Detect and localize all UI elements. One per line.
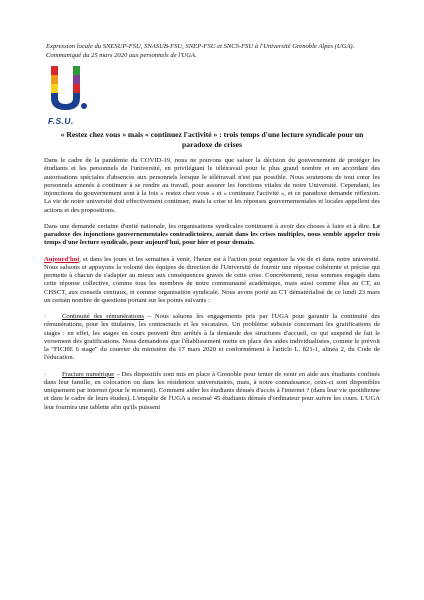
bullet-fracture-text: – Des dispositifs sont mis en place à Grenoble pour tenter de venir en aide aux étudiants confinés dans leur famille, en colocation ou dans les résidences universitaires, mais, à notre connaissance, ceux-ci sont disponibles uniquement par internet (pour le moment). Comment aider les étudiants dénués d'accès à l'internet ? (dans leur vie quotidienne et dans le cadre de leurs études). L'enquête de l'UGA a recensé 45 étudiants dénués d'ordinateur pour suivre les cours. L'UGA leur fournira une tablette afin qu'ils puissent bbox=[44, 370, 380, 411]
bullet-remunerations-label: Continuité des rémunérations bbox=[62, 313, 144, 320]
header-statement: Expression locale du SNESUP-FSU, SNASUB-FSU, SNEP-FSU et SNCS-FSU à l'Université Grenoble Alpes (UGA). Communiqué du 25 mars 2020 aux personnels de l'UGA. bbox=[46, 43, 355, 59]
fsu-logo bbox=[47, 64, 89, 116]
bullet-marker: · bbox=[44, 370, 47, 378]
bullet-fracture-numerique bbox=[44, 371, 380, 412]
paragraph-3-lead: Aujourd'hui bbox=[44, 255, 80, 263]
fsu-logo-icon bbox=[47, 64, 89, 114]
paragraph-3-text: , et dans les jours et les semaines à venir, l'heure est à l'action pour organiser la vie de et dans notre université. Nous saluons et appuyons la volonté des équipes de direction de l'Université de fournir une réponse cohérente et précise qui permette à chacun de s'adapter au mieux aux conséquences graves de cette crise. Concrètement, nous sommes engagés dans cette réponse collective, comme tous les membres de notre communauté académique, mais aussi comme élus au CT, au CHSCT, aux conseils centraux, et comme organisation syndicale. Nous avons porté au CT dématérialisé de ce lundi 23 mars un certain nombre de questions portant sur les points suivants : bbox=[44, 255, 380, 304]
paragraph-2-text: Dans une demande certaine d'unité nationale, les organisations syndicales continuent à avoir des choses à faire et à dire. bbox=[44, 222, 373, 230]
paragraph-2 bbox=[44, 223, 380, 248]
bullet-remunerations-text: – Nous saluons les engagements pris par l'UGA pour garantir la continuité des rémunérations, pour les titulaires, les contractuels et les vacataires. Un problème subsiste concernant les gratifications de stages : en effet, les stages en cours peuvent être arrêtés à la demande des structures d'accueil, ce qui suspend de fait le versement des gratifications. Nous demandons que l'établissement mette en place des aides individualisées, comme le prévoit la "FICHE 6 stage" du courrier du ministère du 17 mars 2020 et conformément à l'article L. 821-1, alinéa 2, du Code de l'éducation. bbox=[44, 313, 380, 362]
bullet-marker: · bbox=[44, 313, 47, 320]
paragraph-2-bold: Le paradoxe des injonctions gouvernementales contradictoires, aurait dans les crises multiples, nous semble appeler trois temps d'une lecture syndicale, pour aujourd'hui, pour hier et pour demain. bbox=[44, 222, 380, 247]
bullet-fracture-label: Fracture numérique bbox=[62, 370, 115, 378]
paragraph-3 bbox=[44, 256, 380, 306]
paragraph-1: Dans le cadre de la pandémie du COVID-19, nous ne pouvons que saluer la décision du gouvernement de protéger les étudiants et les personnels de l'université, en privilégiant le télétravail pour le plus grand nombre et en accordant des autorisations spéciales d'absences aux personnels lorsque le télétravail n'est pas possible. Nous soutenons de tout cœur les personnels amenés à continuer à se rendre au travail, pour assurer les fonctions vitales de notre Université. Cependant, les injonctions du gouvernement sont à la fois « restez chez vous » et « continuez l'activité », et ce paradoxe demande réflexion. La vie de notre université doit effectivement continuer, mais la crise et les réponses gouvernementales et locales appellent des actions et des propositions. bbox=[44, 157, 380, 214]
fsu-logo-text: F.S.U. bbox=[48, 116, 74, 127]
document-title: « Restez chez vous » mais « continuez l'activité » : trois temps d'une lecture syndicale pour un paradoxe de crises bbox=[60, 130, 364, 149]
bullet-remunerations bbox=[44, 313, 380, 363]
